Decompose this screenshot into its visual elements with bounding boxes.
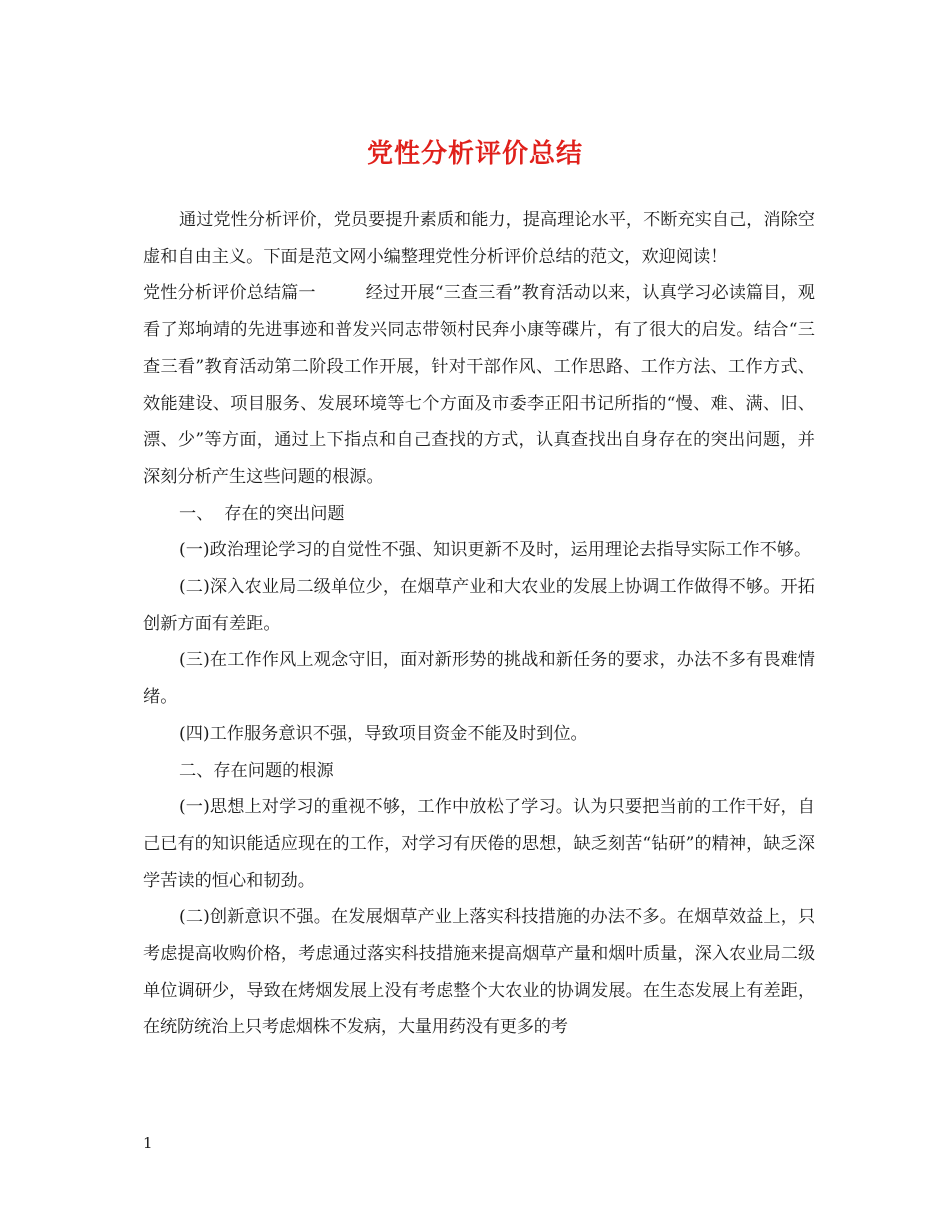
document-title: 党性分析评价总结: [366, 139, 583, 169]
page-number: 1: [143, 1134, 153, 1152]
cause-1: (一)思想上对学习的重视不够，工作中放松了学习。认为只要把当前的工作干好，自己已有的知识能适应现在的工作，对学习有厌倦的思想，缺乏刻苦“钻研”的精神，缺乏深学苦读的恒心和韧劲。: [143, 797, 815, 891]
section-one-label: 党性分析评价总结篇一: [143, 283, 316, 304]
problem-1: (一)政治理论学习的自觉性不强、知识更新不及时，运用理论去指导实际工作不够。: [179, 540, 812, 561]
section-one-paragraph: [143, 275, 815, 495]
heading-existing-problems: 一、 存在的突出问题: [179, 503, 345, 524]
document-body: [143, 202, 815, 1046]
heading-root-causes: 二、存在问题的根源: [179, 760, 334, 781]
intro-paragraph: 通过党性分析评价，党员要提升素质和能力，提高理论水平，不断充实自己，消除空虚和自由主义。下面是范文网小编整理党性分析评价总结的范文，欢迎阅读！: [143, 210, 815, 267]
problem-2: (二)深入农业局二级单位少，在烟草产业和大农业的发展上协调工作做得不够。开拓创新方面有差距。: [143, 577, 815, 634]
cause-2: (二)创新意识不强。在发展烟草产业上落实科技措施的办法不多。在烟草效益上，只考虑提高收购价格，考虑通过落实科技措施来提高烟草产量和烟叶质量，深入农业局二级单位调研少，导致在烤烟发展上没有考虑整个大农业的协调发展。在生态发展上有差距，在统防统治上只考虑烟株不发病，大量用药没有更多的考: [143, 907, 815, 1038]
problem-3: (三)在工作作风上观念守旧，面对新形势的挑战和新任务的要求，办法不多有畏难情绪。: [143, 650, 815, 708]
section-one-text: 经过开展“三查三看”教育活动以来，认真学习必读篇目，观看了郑垧靖的先进事迹和普发兴同志带领村民奔小康等碟片，有了很大的启发。结合“三查三看”教育活动第二阶段工作开展，针对干部作风、工作思路、工作方法、工作方式、效能建设、项目服务、发展环境等七个方面及市委李正阳书记所指的“慢、难、满、旧、漂、少”等方面，通过上下指点和自己查找的方式，认真查找出自身存在的突出问题，并深刻分析产生这些问题的根源。: [143, 283, 815, 487]
problem-4: (四)工作服务意识不强，导致项目资金不能及时到位。: [179, 723, 588, 744]
